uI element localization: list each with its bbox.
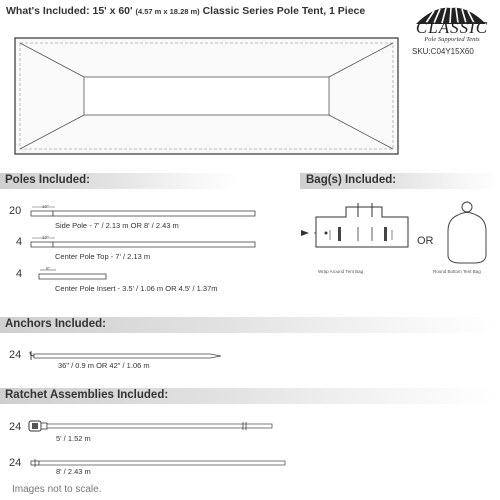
center-pole-top-dimension: 10" xyxy=(42,235,49,240)
wrap-around-tent-bag-icon xyxy=(300,197,410,275)
center-pole-top-drawing xyxy=(29,235,259,249)
tent-top-view-diagram xyxy=(14,37,399,155)
ratchet-8ft-qty: 24 xyxy=(9,457,22,469)
center-pole-top-label: Center Pole Top - 7' / 2.13 m xyxy=(55,252,151,261)
side-pole-label: Side Pole - 7' / 2.13 m OR 8' / 2.43 m xyxy=(55,221,179,230)
ratchet-5ft-drawing xyxy=(28,418,278,434)
side-pole-drawing xyxy=(29,204,259,218)
ratchet-5ft-qty: 24 xyxy=(9,421,22,433)
poles-section-header: Poles Included: xyxy=(0,173,240,189)
center-pole-insert-label: Center Pole Insert - 3.5' / 1.06 m OR 4.5' / 1.37m xyxy=(55,284,218,293)
anchors-section-header: Anchors Included: xyxy=(0,317,500,333)
round-bottom-tent-bag-icon xyxy=(444,197,490,267)
center-pole-insert-qty: 4 xyxy=(16,268,23,280)
wrap-around-bag-label: Wrap Around Tent Bag xyxy=(318,269,364,274)
ratchet-8ft-label: 8' / 2.43 m xyxy=(56,467,91,476)
bag-or-label: OR xyxy=(417,235,434,247)
ratchet-5ft-label: 5' / 1.52 m xyxy=(56,434,91,443)
anchor-qty: 24 xyxy=(9,349,22,361)
anchor-label: 36" / 0.9 m OR 42" / 1.06 m xyxy=(58,361,150,370)
brand-logo-text: CLASSIC xyxy=(415,18,489,37)
round-bottom-bag-label: Round Bottom Tent Bag xyxy=(433,269,481,274)
sku-label: SKU:C04Y15X60 xyxy=(412,47,474,56)
page-title: What's Included: 15' x 60' (4.57 m x 18.28 m) Classic Series Pole Tent, 1 Piece xyxy=(6,5,366,17)
ratchets-section-header: Ratchet Assemblies Included: xyxy=(0,388,500,404)
side-pole-qty: 20 xyxy=(9,205,22,217)
footer-note: Images not to scale. xyxy=(12,484,102,495)
side-pole-dimension: 10" xyxy=(42,204,49,209)
brand-tagline: Pole Supported Tents xyxy=(424,36,480,43)
center-pole-insert-dimension: 8" xyxy=(46,266,51,271)
center-pole-top-qty: 4 xyxy=(16,236,23,248)
bags-section-header: Bag(s) Included: xyxy=(300,173,500,189)
